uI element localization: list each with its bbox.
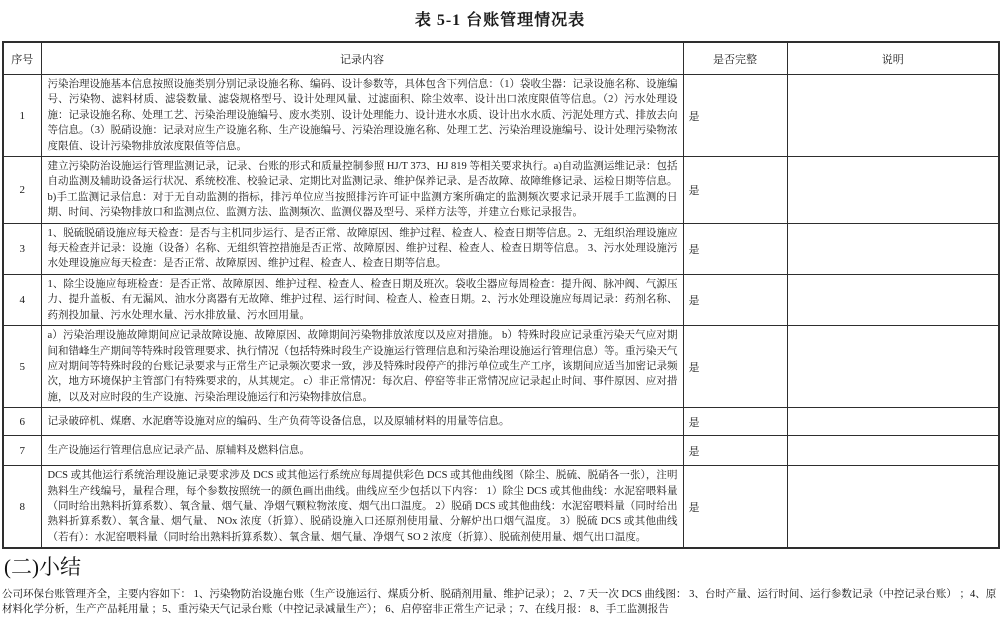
table-row [3, 75, 999, 157]
row-number-cell: 1 [3, 75, 41, 157]
complete-status-cell: 是 [683, 408, 787, 436]
complete-status-cell: 是 [683, 326, 787, 408]
complete-status-cell: 是 [683, 157, 787, 224]
record-content-cell: 建立污染防治设施运行管理监测记录，记录、台账的形式和质量控制参照 HJ/T 373、HJ 819 等相关要求执行。a)自动监测运维记录：包括自动监测及辅助设备运行状况、系统校准、校验记录、定期比对监测记录、维护保养记录、是否故障、故障维修记录、运检日期等信息。 b)手工监测记录信息：对于无自动监测的指标，排污单位应当按照排污许可证中监测方案所确定的监测频次要求记录开展手工监测的日期、时间、污染物排放口和监测点位、监测方法、监测频次、监测仪器及型号、采样方法等，并建立台账记录报告。 [41, 157, 683, 224]
record-content-cell: 记录破碎机、煤磨、水泥磨等设施对应的编码、生产负荷等设备信息，以及原辅材料的用量等信息。 [41, 408, 683, 436]
complete-status-cell: 是 [683, 436, 787, 466]
note-cell [787, 408, 999, 436]
record-content-cell: a）污染治理设施故障期间应记录故障设施、故障原因、故障期间污染物排放浓度以及应对措施。 b）特殊时段应记录重污染天气应对期间和错峰生产期间等特殊时段管理要求、执行情况（包括特殊时段生产设施运行管理信息和污染治理设施运行管理信息）等。重污染天气应对期间等特殊时段的台账记录要求与正常生产记录频次要求一致，涉及特殊时段停产的排污单位或生产工序，该期间应适当加密记录频次，地方环境保护主管部门有特殊要求的，从其规定。 c）非正常情况：每次启、停窑等非正常情况应记录起止时间、事件原因、应对措施，以及对应时段的生产设施、污染治理设施运行和污染物排放信息。 [41, 326, 683, 408]
table-row [3, 223, 999, 274]
col-header-no: 序号 [3, 42, 41, 75]
col-header-note: 说明 [787, 42, 999, 75]
table-row [3, 466, 999, 549]
complete-status-cell: 是 [683, 466, 787, 549]
complete-status-cell: 是 [683, 223, 787, 274]
row-number-cell: 5 [3, 326, 41, 408]
complete-status-cell: 是 [683, 274, 787, 325]
col-header-complete: 是否完整 [683, 42, 787, 75]
row-number-cell: 7 [3, 436, 41, 466]
complete-status-cell: 是 [683, 75, 787, 157]
record-content-cell: 1、除尘设施应每班检查：是否正常、故障原因、维护过程、检查人、检查日期及班次。袋收尘器应每周检查：提升阀、脉冲阀、气源压力、提升盖板、有无漏风、油水分离器有无故障、维护过程、运行时间、检查人、检查日期。2、污水处理设施应每周记录：药剂名称、药剂投加量、污水处理水量、污水排放量、污水回用量。 [41, 274, 683, 325]
summary-paragraph: 公司环保台账管理齐全，主要内容如下： 1、污染物防治设施台账（生产设施运行、煤质分析、脱硝剂用量、维护记录）； 2、7 天一次 DCS 曲线图： 3、台时产量、运行时间、运行参数记录（中控记录台账） ；4、原材料化学分析，生产产品耗用量 ；5、重污染天气记录台账（中控记录减量生产）； 6、启停窑非正常生产记录 ；7、在线月报： 8、手工监测报告 [2, 589, 997, 615]
table-row [3, 436, 999, 466]
table-row [3, 326, 999, 408]
note-cell [787, 157, 999, 224]
record-content-cell: 生产设施运行管理信息应记录产品、原辅料及燃料信息。 [41, 436, 683, 466]
table-row [3, 274, 999, 325]
record-content-cell: DCS 或其他运行系统治理设施记录要求涉及 DCS 或其他运行系统应每周提供彩色 DCS 或其他曲线图（除尘、脱硫、脱硝各一张），注明熟料生产线编号，量程合理，每个参数按照统一的颜色画出曲线。曲线应至少包括以下内容： 1）除尘 DCS 或其他曲线：水泥窑喂料量（同时给出熟料折算系数）、氧含量、烟气量、净烟气颗粒物浓度、烟气出口温度。 2）脱硝 DCS 或其他曲线：水泥窑喂料量（同时给出熟料折算系数）、氧含量、烟气量、 NOx 浓度（折算）、脱硝设施入口还原剂使用量、分解炉出口烟气温度。 3）脱硫 DCS 或其他曲线（若有）：水泥窑喂料量（同时给出熟料折算系数）、氧含量、烟气量、净烟气 SO 2 浓度（折算）、脱硫剂使用量、烟气出口温度。 [41, 466, 683, 549]
col-header-content: 记录内容 [41, 42, 683, 75]
note-cell [787, 326, 999, 408]
table-row [3, 157, 999, 224]
table-header-row [3, 42, 999, 75]
row-number-cell: 8 [3, 466, 41, 549]
ledger-table [2, 41, 1000, 549]
record-content-cell: 1、脱硫脱硝设施应每天检查：是否与主机同步运行、是否正常、故障原因、维护过程、检查人、检查日期等信息。2、无组织治理设施应每天检查并记录：设施（设备）名称、无组织管控措施是否正常、故障原因、维护过程、检查人、检查日期等信息。 3、污水处理设施污水处理设施应每天检查：是否正常、故障原因、维护过程、检查人、检查日期等信息。 [41, 223, 683, 274]
note-cell [787, 436, 999, 466]
row-number-cell: 4 [3, 274, 41, 325]
note-cell [787, 274, 999, 325]
row-number-cell: 3 [3, 223, 41, 274]
table-row [3, 408, 999, 436]
note-cell [787, 466, 999, 549]
table-title: 表 5-1 台账管理情况表 [414, 12, 586, 29]
record-content-cell: 污染治理设施基本信息按照设施类别分别记录设施名称、编码、设计参数等，具体包含下列信息：（1）袋收尘器：记录设施名称、设施编号、污染物、滤料材质、滤袋数量、滤袋规格型号、设计处理风量、过滤面积、除尘效率、设计出口浓度限值等信息。（2）污水处理设施：记录设施名称、处理工艺、污染治理设施编号、废水类别、设计处理能力、设计进水水质、设计出水水质、污泥处理方式、排放去向等信息。（3）脱硝设施：记录对应生产设施名称、生产设施编号、污染治理设施名称、处理工艺、污染治理设施编号、设计处理污染物浓度限值、设计污染物排放浓度限值等信息。 [41, 75, 683, 157]
note-cell [787, 75, 999, 157]
section-heading: (二)小结 [4, 555, 81, 580]
note-cell [787, 223, 999, 274]
row-number-cell: 6 [3, 408, 41, 436]
row-number-cell: 2 [3, 157, 41, 224]
